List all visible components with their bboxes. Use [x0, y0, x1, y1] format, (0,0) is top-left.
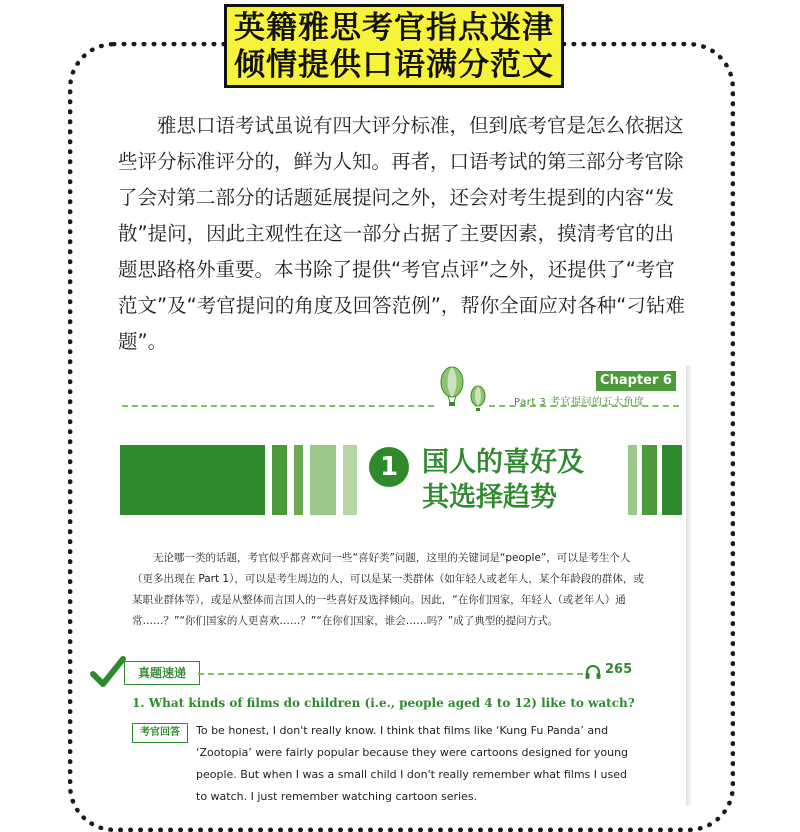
- banner-line-1: 英籍雅思考官指点迷津: [234, 10, 554, 46]
- section-title: [422, 445, 632, 515]
- section-number-badge: 1: [369, 447, 409, 487]
- chapter-tab: Chapter 6: [596, 371, 676, 391]
- section-title-line-2: 其选择趋势: [422, 482, 557, 513]
- header-stripe: [343, 445, 357, 515]
- real-question-tag: 真题速递: [124, 661, 200, 685]
- header-stripe: [662, 445, 682, 515]
- header-stripe: [272, 445, 287, 515]
- audio-track-number: 265: [605, 662, 633, 677]
- headphones-icon: [584, 663, 602, 681]
- header-dashed-rule: [122, 405, 434, 407]
- tag-dashed-rule: [198, 673, 583, 675]
- answer-tag: 考官回答: [132, 723, 188, 743]
- answer-text: To be honest, I don't really know. I think that films like ‘Kung Fu Panda’ and ‘Zootopia’ were fairly popular because they were cartoons designed for young people. But when I was a small child I don't really remember what films I used to watch. I just remember watching cartoon series.: [196, 724, 629, 803]
- part-label: Part 3 考官提问的五大角度: [514, 397, 645, 408]
- header-stripe: [120, 445, 265, 515]
- intro-paragraph: 雅思口语考试虽说有四大评分标准，但到底考官是怎么依据这些评分标准评分的，鲜为人知。再者，口语考试的第三部分考官除了会对第二部分的话题延展提问之外，还会对考生提到的内容“发散”提问，因此主观性在这一部分占据了主要因素，摸清考官的出题思路格外重要。本书除了提供“考官点评”之外，还提供了“考官范文”及“考官提问的角度及回答范例”，帮你全面应对各种“刁钻难题”。: [118, 114, 685, 353]
- header-stripe: [294, 445, 303, 515]
- title-banner: [224, 4, 564, 88]
- balloon-icon: [436, 366, 492, 414]
- checkmark-icon: [90, 654, 126, 690]
- page-edge: [686, 365, 692, 805]
- section-title-line-1: 国人的喜好及: [422, 447, 584, 478]
- question-text: 1. What kinds of films do children (i.e., people aged 4 to 12) like to watch?: [132, 696, 635, 710]
- section-body: 无论哪一类的话题，考官似乎都喜欢问一些“喜好类”问题，这里的关键词是“people”，可以是考生个人（更多出现在 Part 1），可以是考生周边的人，可以是某一类群体（如年轻人或老年人，某个年龄段的群体，或某职业群体等），或是从整体而言国人的一些喜好及选择倾向。因此，“在你们国家，年轻人（或老年人）通常……？”“你们国家的人更喜欢……？”“在你们国家，谁会……吗？”成了典型的提问方式。: [132, 552, 644, 627]
- header-dashed-rule: [489, 405, 679, 407]
- banner-line-2: 倾情提供口语满分范文: [234, 47, 554, 83]
- header-stripe: [642, 445, 657, 515]
- header-stripe: [310, 445, 336, 515]
